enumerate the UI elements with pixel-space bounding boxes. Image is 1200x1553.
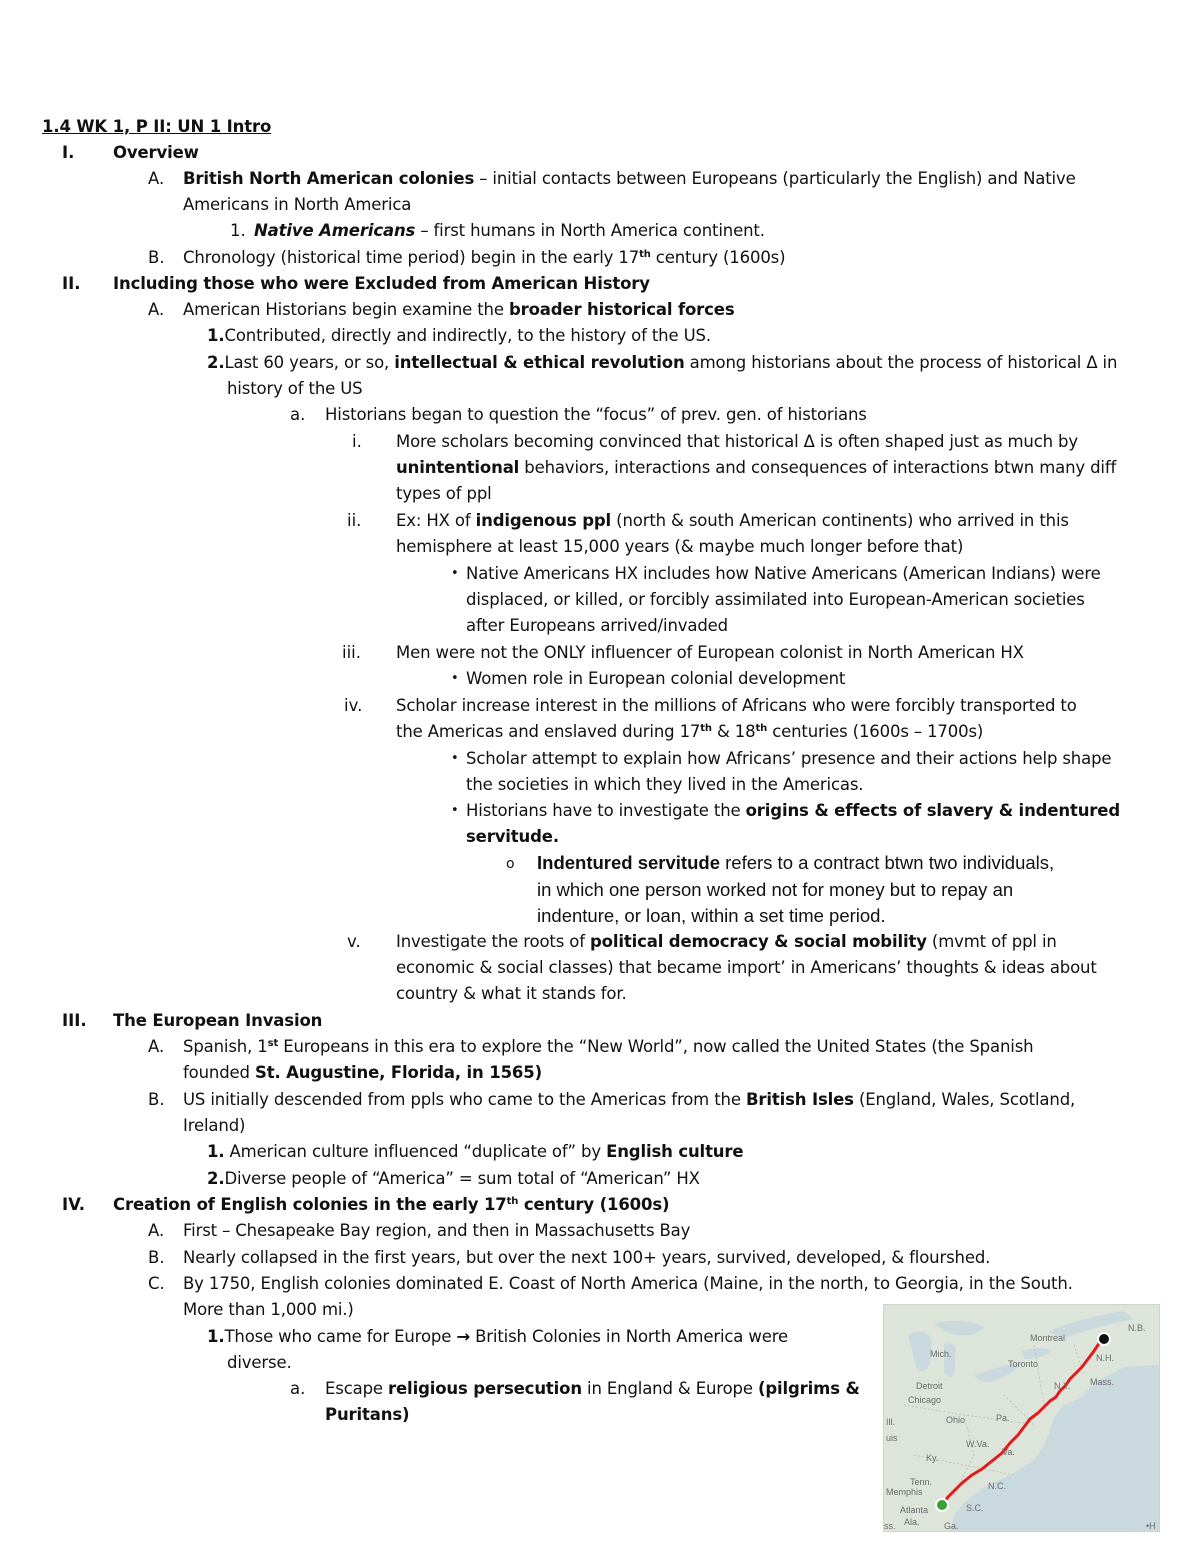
section-1-heading: Overview [113,143,199,162]
section-2-heading: Including those who were Excluded from American History [113,274,650,293]
arrow-right-icon: → [456,1327,471,1346]
outline-item: Scholar increase interest in the millions of Africans who were forcibly transported to [396,696,1077,715]
list-marker: B. [148,248,165,267]
outline-item: 2.Last 60 years, or so, intellectual & ethical revolution among historians about the process of historical Δ in [207,353,1118,372]
bullet-icon: • [451,803,459,818]
map-label: Memphis [886,1487,923,1497]
list-marker: a. [290,405,306,424]
map-label: Va. [1002,1447,1015,1457]
list-marker: A. [148,169,165,188]
outline-item-continued: diverse. [227,1353,292,1372]
outline-item: 1. American culture influenced “duplicate of” by English culture [207,1142,744,1161]
bullet-item-continued: the societies in which they lived in the Americas. [466,775,864,794]
outline-item-continued: hemisphere at least 15,000 years (& maybe much longer before that) [396,537,964,556]
map-label: Detroit [916,1381,943,1391]
list-marker: B. [148,1090,165,1109]
section-4-marker: IV. [62,1195,86,1214]
section-2-marker: II. [62,274,81,293]
outline-item: Native Americans – first humans in North America continent. [254,221,765,240]
list-marker: A. [148,1221,165,1240]
map-label: W.Va. [966,1439,990,1449]
outline-item: Ex: HX of indigenous ppl (north & south American continents) who arrived in this [396,511,1069,530]
list-marker: iv. [344,696,363,715]
outline-item: Indentured servitude refers to a contract btwn two individuals, [537,852,1055,873]
outline-item-continued: founded St. Augustine, Florida, in 1565) [183,1063,542,1082]
document-title: 1.4 WK 1, P II: UN 1 Intro [42,117,272,136]
outline-item-continued: Puritans) [325,1405,410,1424]
bullet-item-continued: displaced, or killed, or forcibly assimilated into European-American societies [466,590,1085,609]
map-label: Montreal [1030,1333,1066,1343]
map-label: S.C. [966,1503,984,1513]
outline-item: Nearly collapsed in the first years, but over the next 100+ years, survived, developed, & flourshed. [183,1248,991,1267]
list-marker: A. [148,1037,165,1056]
outline-item-continued: types of ppl [396,484,492,503]
section-4-heading: Creation of English colonies in the early 17th century (1600s) [113,1195,670,1214]
map-label: Ala. [904,1517,920,1527]
bullet-icon: • [451,671,459,686]
outline-item: Men were not the ONLY influencer of European colonist in North American HX [396,643,1024,662]
list-marker: o [506,856,515,872]
bullet-item: Native Americans HX includes how Native Americans (American Indians) were [466,564,1101,583]
outline-item-continued: in which one person worked not for money but to repay an [537,879,1014,900]
outline-item: Escape religious persecution in England & Europe (pilgrims & [325,1379,860,1398]
section-3-marker: III. [62,1011,87,1030]
outline-item: More scholars becoming convinced that historical Δ is often shaped just as much by [396,432,1078,451]
map-label: N.B. [1128,1323,1146,1333]
map-label: Ohio [946,1415,966,1425]
list-marker: i. [352,432,362,451]
section-1-marker: I. [62,143,75,162]
outline-item: British North American colonies – initial contacts between Europeans (particularly the English) and Native [183,169,1076,188]
outline-item-continued: indenture, or loan, within a set time period. [537,905,886,926]
map-label: N.Y. [1054,1381,1071,1391]
map-label: Ill. [886,1417,895,1427]
bullet-item: Historians have to investigate the origins & effects of slavery & indentured [466,801,1120,820]
outline-item: 1.Contributed, directly and indirectly, to the history of the US. [207,326,711,345]
map-label: N.H. [1096,1353,1114,1363]
map-corner-mark: •H [1146,1521,1156,1531]
outline-item: Chronology (historical time period) begin in the early 17th century (1600s) [183,248,786,267]
outline-item: 1.Those who came for Europe → British Colonies in North America were [207,1327,788,1346]
bullet-icon: • [451,751,459,766]
outline-item-continued: history of the US [227,379,363,398]
route-map [883,1304,1160,1532]
list-marker: 1. [230,221,246,240]
map-label: Chicago [908,1395,942,1405]
list-marker: B. [148,1248,165,1267]
outline-item: Investigate the roots of political democracy & social mobility (mvmt of ppl in [396,932,1057,951]
map-label: ss. [884,1521,896,1531]
outline-item-continued: country & what it stands for. [396,984,627,1003]
bullet-item-continued: after Europeans arrived/invaded [466,616,729,635]
map-label: Mich. [930,1349,952,1359]
bullet-item: Scholar attempt to explain how Africans’ presence and their actions help shape [466,749,1112,768]
map-label: Atlanta [900,1505,929,1515]
outline-item-continued: Ireland) [183,1116,246,1135]
outline-item-continued: economic & social classes) that became import’ in Americans’ thoughts & ideas about [396,958,1097,977]
list-marker: v. [347,932,361,951]
outline-item: Historians began to question the “focus” of prev. gen. of historians [325,405,867,424]
section-3-heading: The European Invasion [113,1011,323,1030]
map-label: Ky. [926,1453,939,1463]
bullet-item: Women role in European colonial development [466,669,846,688]
map-label: uis [886,1433,898,1443]
outline-item: First – Chesapeake Bay region, and then in Massachusetts Bay [183,1221,691,1240]
outline-item-continued: the Americas and enslaved during 17th & 18th centuries (1600s – 1700s) [396,722,984,741]
list-marker: ii. [347,511,362,530]
map-label: Toronto [1008,1359,1039,1369]
map-label: Ga. [944,1521,959,1531]
map-label: Pa. [996,1413,1010,1423]
outline-item: By 1750, English colonies dominated E. Coast of North America (Maine, in the north, to Georgia, in the South. [183,1274,1073,1293]
outline-item: US initially descended from ppls who came to the Americas from the British Isles (England, Wales, Scotland, [183,1090,1076,1109]
bullet-icon: • [451,566,459,581]
outline-item-continued: More than 1,000 mi.) [183,1300,354,1319]
map-label: Mass. [1090,1377,1115,1387]
map-label: Tenn. [910,1477,933,1487]
outline-item: Spanish, 1st Europeans in this era to explore the “New World”, now called the United States (the Spanish [183,1037,1034,1056]
list-marker: a. [290,1379,306,1398]
map-label: N.C. [988,1481,1006,1491]
list-marker: iii. [342,643,361,662]
list-marker: C. [148,1274,165,1293]
outline-item: 2.Diverse people of “America” = sum total of “American” HX [207,1169,700,1188]
outline-item-continued: Americans in North America [183,195,412,214]
outline-item-continued: unintentional behaviors, interactions and consequences of interactions btwn many diff [396,458,1117,477]
outline-item: American Historians begin examine the broader historical forces [183,300,735,319]
bullet-item-continued: servitude. [466,827,559,846]
list-marker: A. [148,300,165,319]
